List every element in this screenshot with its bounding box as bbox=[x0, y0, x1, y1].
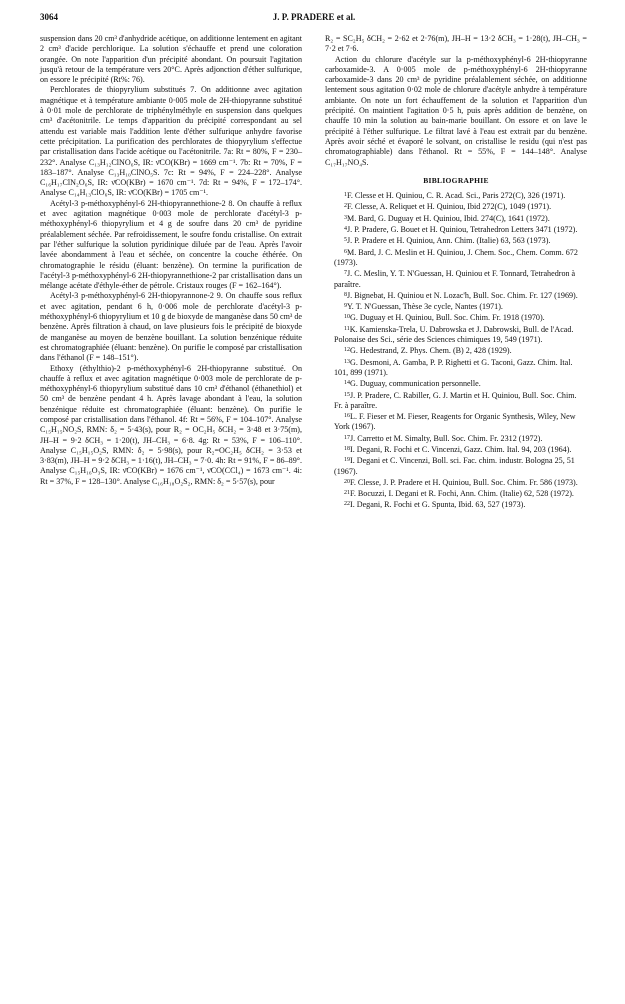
reference-item bbox=[325, 477, 587, 488]
reference-item bbox=[325, 312, 587, 323]
reference-item bbox=[325, 390, 587, 412]
reference-item bbox=[325, 213, 587, 224]
reference-item bbox=[325, 224, 587, 235]
reference-number: 11 bbox=[344, 325, 350, 332]
reference-item bbox=[325, 499, 587, 510]
reference-number: 5 bbox=[344, 237, 347, 244]
reference-number: 12 bbox=[344, 347, 350, 354]
paragraph: Acétyl-3 p-méthoxyphényl-6 2H-thiopyrannethione-2 8. On chauffe à reflux et avec agitation magnétique 0·003 mole de perchlorate d'acétyl-3 p-méthoxyphényl-6 thiopyrylium et 4 g de soufre dans 20 cm³ de pyridine préalablement séchée. Par refroidissement, le soufre fondu cristallise. On extrait par l'éther sulfurique la solution pyridinique diluée par de l'eau. Après l'avoir lavée abondamment à l'eau et séchée, on concentre la couche éthérée. On chromatographie le résidu (éluant: benzène). On termine la purification de l'acétyl-3 p-méthoxyphényl-6 2H-thiopyrannethione-2 par cristallisation dans un mélange acétate d'éthyle-éther de pétrole. Cristaux rouges (F = 162–164°). bbox=[40, 198, 302, 291]
reference-number: 18 bbox=[344, 445, 350, 452]
reference-text: F. Bocuzzi, I. Degani et R. Fochi, Ann. Chim. (Italie) 62, 528 (1972). bbox=[350, 489, 574, 499]
reference-text: L. F. Fieser et M. Fieser, Reagents for Organic Synthesis, Wiley, New York (1967). bbox=[334, 412, 576, 432]
journal-page bbox=[40, 12, 588, 510]
reference-text: M. Bard, G. Duguay et H. Quiniou, Ibid. 274(C), 1641 (1972). bbox=[347, 213, 550, 223]
reference-number: 21 bbox=[344, 490, 350, 497]
reference-text: G. Duguay, communication personnelle. bbox=[350, 379, 481, 389]
reference-text: K. Kamienska-Trela, U. Dabrowska et J. Dabrowski, Bull. de l'Acad. Polonaise des Sci., série des Sciences chimiques 19, 549 (1971). bbox=[334, 324, 574, 345]
reference-number: 4 bbox=[344, 226, 347, 233]
reference-text: J. P. Pradere, C. Rabiller, G. J. Martin et H. Quiniou, Bull. Soc. Chim. Fr. à paraître. bbox=[334, 390, 577, 410]
reference-item bbox=[325, 201, 587, 212]
reference-text: F. Clesse et H. Quiniou, C. R. Acad. Sci., Paris 272(C), 326 (1971). bbox=[347, 191, 566, 201]
reference-number: 22 bbox=[344, 501, 350, 508]
reference-text: F. Clesse, A. Reliquet et H. Quiniou, Ibid 272(C), 1049 (1971). bbox=[347, 202, 552, 212]
paragraph: Acétyl-3 p-méthoxyphényl-6 2H-thiopyrannone-2 9. On chauffe sous reflux et avec agitation, pendant 6 h, 0·006 mole de perchlorate d'acétyl-3 p-méthoxyphényl-6 thiopyrylium et 10 g de bioxyde de manganèse dans 50 cm³ de benzène. Après filtration à chaud, on lave plusieurs fois le précipité de bioxyde de manganèse au moyen de benzène bouillant. La solution benzénique réduite est chromatographiée (éluant: benzène). On purifie le composé par cristallisation dans l'éthanol (F = 148–151°). bbox=[40, 291, 302, 363]
paragraph: R₂ = SC₂H₅ δCH₂ = 2·62 et 2·76(m), JH–H = 13·2 δCH₃ = 1·28(t), JH–CH₃ = 7·2 et 7·6. bbox=[325, 34, 587, 54]
reference-text: J. P. Pradere, G. Bouet et H. Quiniou, Tetrahedron Letters 3471 (1972). bbox=[347, 225, 578, 235]
reference-item bbox=[325, 488, 587, 499]
bibliography-title: BIBLIOGRAPHIE bbox=[423, 175, 489, 185]
paragraph: Ethoxy (éthylthio)-2 p-méthoxyphényl-6 2H-thiopyranne substitué. On chauffe à reflux et avec agitation magnétique 0·003 mole de perchlorate de p-méthoxyphényl-6 thiopyrylium substitué dans 10 cm³ d'éthanol (éthanethiol) et 50 cm³ de benzène pendant 4 h. Après lavage abondant à l'eau, la solution benzénique réduite est chromatographiée (éluant: benzène). On purifie le composé par cristallisation dans l'éthanol. 4f: Rt = 56%, F = 104–107°. Analyse C₁₅H₁₅NO₂S, RMN: δ₂ = 5·43(s), pour R₂ = OC₂H₅ δCH₂ = 3·48 et 3·75(m), JH–H = 9·2 δCH₃ = 1·20(t), JH–CH₃ = 6·8. 4g: Rt = 53%, F = 106–110°. Analyse C₁₅H₁₅O₂S, RMN: δ₂ = 5·98(s), pour R₂=OC₂H₅ δCH₂ = 3·53 et 3·83(m), JH–H = 9·2 δCH₃ = 1·16(t), JH–CH₃ = 7·0. 4h: Rt = 91%, F = 86–89°. Analyse C₁₅H₁₆O₃S, IR: ν̄CO(KBr) = 1676 cm⁻¹, ν̄CO(CCl₄) = 1673 cm⁻¹. 4i: Rt = 37%, F = 128–130°. Analyse C₁₆H₁₈O₂S₂, RMN: δ₂ = 5·57(s), pour bbox=[40, 363, 302, 486]
reference-item bbox=[325, 345, 587, 356]
reference-text: J. Bignebat, H. Quiniou et N. Lozac'h, Bull. Soc. Chim. Fr. 127 (1969). bbox=[347, 290, 578, 300]
reference-item bbox=[325, 378, 587, 389]
reference-item bbox=[325, 433, 587, 444]
reference-number: 16 bbox=[344, 413, 350, 420]
reference-number: 14 bbox=[344, 380, 350, 387]
reference-item bbox=[325, 268, 587, 290]
running-authors: J. P. PRADERE et al. bbox=[272, 12, 356, 22]
right-column bbox=[325, 34, 587, 511]
reference-item bbox=[325, 411, 587, 433]
reference-number: 10 bbox=[344, 314, 350, 321]
reference-text: J. P. Pradere et H. Quiniou, Ann. Chim. (Italie) 63, 563 (1973). bbox=[347, 236, 551, 246]
reference-item bbox=[325, 455, 587, 477]
reference-number: 19 bbox=[344, 457, 350, 464]
reference-number: 9 bbox=[344, 303, 347, 310]
paragraph: Perchlorates de thiopyrylium substitués 7. On additionne avec agitation magnétique et à température ambiante 0·005 mole de 2H-thiopyranne substitué à 0·01 mole de perchlorate de triphénylméthyle en suspension dans quelques cm³ d'acétonitrile. Le temps d'apparition du précipité correspondant au sel attendu est variable mais l'addition lente d'éther sulfurique anhydre favorise cette précipitation. La purification des perchlorates de thiopyrylium s'effectue par cristallisation dans l'acide acétique ou l'acétonitrile. 7a: Rt = 80%, F = 230–232°. Analyse C₁₃H₁₂ClNO₆S, IR: ν̄CO(KBr) = 1669 cm⁻¹. 7b: Rt = 70%, F = 183–187°. Analyse C₁₃H₁₀ClNO₅S. 7c: Rt = 94%, F = 224–228°. Analyse C₁₆H₁₇ClN₂O₆S, IR: ν̄CO(KBr) = 1670 cm⁻¹. 7d: Rt = 94%, F = 172–174°. Analyse C₁₄H₁₃ClO₆S, IR: ν̄CO(KBr) = 1705 cm⁻¹. bbox=[40, 85, 302, 198]
reference-item bbox=[325, 324, 587, 346]
reference-item bbox=[325, 235, 587, 246]
reference-text: M. Bard, J. C. Meslin et H. Quiniou, J. Chem. Soc., Chem. Comm. 672 (1973). bbox=[334, 247, 578, 267]
reference-text: J. C. Meslin, Y. T. N'Guessan, H. Quiniou et F. Tonnard, Tetrahedron à paraître. bbox=[334, 269, 576, 289]
reference-item bbox=[325, 357, 587, 379]
reference-number: 1 bbox=[344, 192, 347, 199]
left-column bbox=[40, 34, 302, 487]
reference-text: G. Desmoni, A. Gamba, P. P. Righetti et G. Taconi, Gazz. Chim. Ital. 101, 899 (1971). bbox=[334, 357, 573, 377]
reference-text: J. Carretto et M. Simalty, Bull. Soc. Chim. Fr. 2312 (1972). bbox=[350, 433, 543, 443]
bibliography-list bbox=[325, 190, 587, 511]
reference-item bbox=[325, 190, 587, 201]
reference-text: F. Clesse, J. P. Pradere et H. Quiniou, Bull. Soc. Chim. Fr. 586 (1973). bbox=[350, 477, 578, 487]
reference-text: I. Degani et C. Vincenzi, Boll. sci. Fac. chim. industr. Bologna 25, 51 (1967). bbox=[334, 456, 575, 476]
reference-number: 6 bbox=[344, 248, 347, 255]
reference-text: G. Hedestrand, Z. Phys. Chem. (B) 2, 428 (1929). bbox=[350, 346, 512, 356]
reference-number: 2 bbox=[344, 203, 347, 210]
reference-number: 15 bbox=[344, 391, 350, 398]
reference-item bbox=[325, 301, 587, 312]
paragraph: suspension dans 20 cm³ d'anhydride acétique, on additionne lentement en agitant 2 cm³ d'acide perchlorique. La solution s'échauffe et prend une coloration orangée. On note l'apparition d'un précipité abondant. On poursuit l'agitation jusqu'à retour de la température vers 20°C. Après adjonction d'éther sulfurique, on essore le précipité (Rt%: 76). bbox=[40, 34, 302, 85]
paragraph: Action du chlorure d'acétyle sur la p-méthoxyphényl-6 2H-thiopyranne carboxamide-3. A 0·005 mole de p-méthoxyphényl-6 2H-thiopyranne carboxamide-3 dans 20 cm³ de pyridine préalablement séchée, on additionne lentement sous agitation 0·02 mole de chlorure d'acétyle anhydre à température ambiante. On note un fort échauffement de la solution et l'apparition d'un précipité. On maintient l'agitation 0·5 h, puis après addition de benzène, on chauffe 10 min la solution au bain-marie bouillant. On essore et on lave le précipité à l'éther sulfurique. Le filtrat lavé à l'eau est extrait par du benzène. Après avoir séché et évaporé le solvant, on cristallise le residu (qui n'est pas chromatographiable) dans l'éthanol. Rt = 55%, F = 144–148°. Analyse C₁₇H₁₇NO₄S. bbox=[325, 54, 587, 167]
reference-number: 20 bbox=[344, 478, 350, 485]
reference-text: G. Duguay et H. Quiniou, Bull. Soc. Chim. Fr. 1918 (1970). bbox=[350, 313, 545, 323]
page-number: 3064 bbox=[40, 12, 58, 22]
reference-item bbox=[325, 290, 587, 301]
page-header bbox=[40, 12, 588, 30]
reference-text: I. Degani, R. Fochi et C. Vincenzi, Gazz. Chim. Ital. 94, 203 (1964). bbox=[350, 444, 572, 454]
reference-text: I. Degani, R. Fochi et G. Spunta, Ibid. 63, 527 (1973). bbox=[350, 500, 526, 510]
reference-number: 7 bbox=[344, 270, 347, 277]
reference-text: Y. T. N'Guessan, Thèse 3e cycle, Nantes (1971). bbox=[347, 302, 503, 312]
reference-number: 3 bbox=[344, 214, 347, 221]
reference-item bbox=[325, 444, 587, 455]
reference-number: 13 bbox=[344, 358, 350, 365]
reference-number: 17 bbox=[344, 434, 350, 441]
reference-item bbox=[325, 247, 587, 269]
reference-number: 8 bbox=[344, 291, 347, 298]
